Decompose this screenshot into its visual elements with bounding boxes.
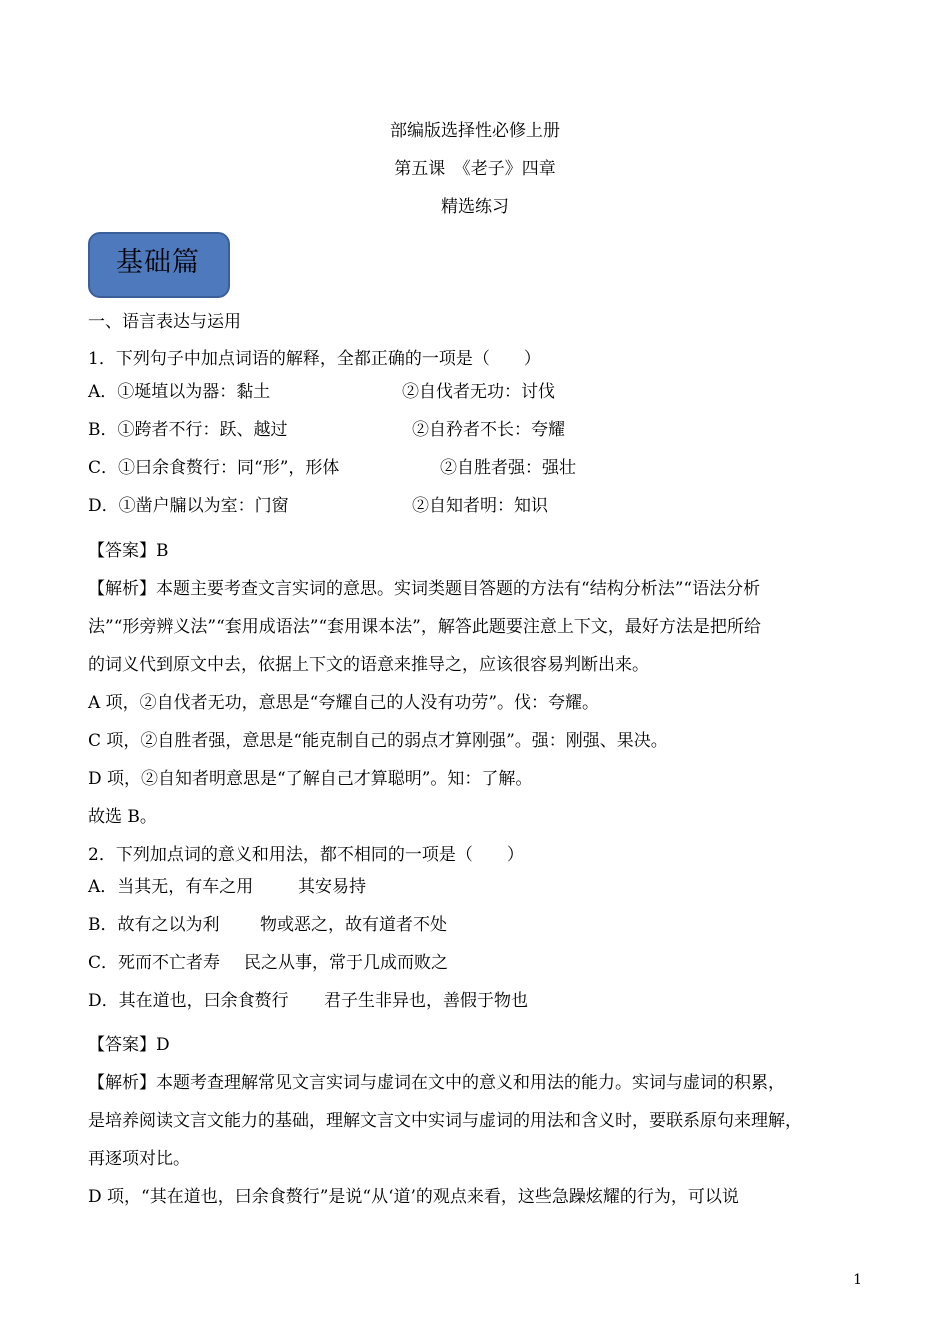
- q2-explanation-line-2: 是培养阅读文言文能力的基础，理解文言文中实词与虚词的用法和含义时，要联系原句来理解，: [88, 1111, 802, 1131]
- q2-option-c-part2: 民之从事，常于几成而败之: [244, 953, 448, 973]
- section-heading: 一、语言表达与运用: [88, 312, 241, 332]
- q2-option-b-part2: 物或恶之，故有道者不处: [260, 915, 447, 935]
- q1-option-a-part1: A．①埏埴以为器：黏土: [88, 382, 271, 402]
- q1-explanation-line-2: 法”“形旁辨义法”“套用成语法”“套用课本法”，解答此题要注意上下文，最好方法是把所给: [88, 617, 761, 637]
- q1-explanation-line-5: C 项，②自胜者强，意思是“能克制自己的弱点才算刚强”。强：刚强、果决。: [88, 731, 668, 751]
- q2-option-c-part1: C．死而不亡者寿: [88, 953, 221, 973]
- q1-explanation-line-1: 【解析】本题主要考查文言实词的意思。实词类题目答题的方法有“结构分析法”“语法分析: [88, 579, 761, 599]
- q2-explanation-line-3: 再逐项对比。: [88, 1149, 190, 1169]
- q2-answer: 【答案】D: [88, 1035, 170, 1055]
- q1-option-c-part1: C．①曰余食赘行：同“形”，形体: [88, 458, 340, 478]
- q2-option-a-part1: A．当其无，有车之用: [88, 877, 254, 897]
- q2-explanation-line-1: 【解析】本题考查理解常见文言实词与虚词在文中的意义和用法的能力。实词与虚词的积累，: [88, 1073, 785, 1093]
- lesson-title: 第五课 《老子》四章: [394, 159, 556, 179]
- q1-explanation-line-7: 故选 B。: [88, 807, 157, 827]
- q1-option-a-part2: ②自伐者无功：讨伐: [402, 382, 555, 402]
- q1-explanation-line-6: D 项，②自知者明意思是“了解自己才算聪明”。知：了解。: [88, 769, 533, 789]
- section-badge-label: 基础篇: [116, 247, 200, 278]
- q1-option-b-part2: ②自矜者不长：夸耀: [412, 420, 565, 440]
- q1-option-d-part1: D．①凿户牖以为室：门窗: [88, 496, 289, 516]
- q1-option-c-part2: ②自胜者强：强壮: [440, 458, 576, 478]
- page-number: 1: [853, 1272, 862, 1288]
- q1-option-b-part1: B．①跨者不行：跃、越过: [88, 420, 288, 440]
- exercise-title: 精选练习: [441, 197, 509, 217]
- q2-option-b-part1: B．故有之以为利: [88, 915, 220, 935]
- q2-option-d-part2: 君子生非异也，善假于物也: [324, 991, 528, 1011]
- question-1-stem: 1．下列句子中加点词语的解释，全都正确的一项是（ ）: [88, 349, 541, 369]
- q1-explanation-line-4: A 项，②自伐者无功，意思是“夸耀自己的人没有功劳”。伐：夸耀。: [88, 693, 600, 713]
- q1-answer: 【答案】B: [88, 541, 169, 561]
- document-subtitle: 部编版选择性必修上册: [390, 121, 560, 141]
- section-badge: [88, 232, 230, 298]
- q1-explanation-line-3: 的词义代到原文中去，依据上下文的语意来推导之，应该很容易判断出来。: [88, 655, 649, 675]
- q1-option-d-part2: ②自知者明：知识: [412, 496, 548, 516]
- question-2-stem: 2．下列加点词的意义和用法，都不相同的一项是（ ）: [88, 845, 524, 865]
- q2-explanation-line-4: D 项，“其在道也，曰余食赘行”是说“从‘道’的观点来看，这些急躁炫耀的行为，可以说: [88, 1187, 739, 1207]
- q2-option-a-part2: 其安易持: [298, 877, 366, 897]
- q2-option-d-part1: D．其在道也，曰余食赘行: [88, 991, 289, 1011]
